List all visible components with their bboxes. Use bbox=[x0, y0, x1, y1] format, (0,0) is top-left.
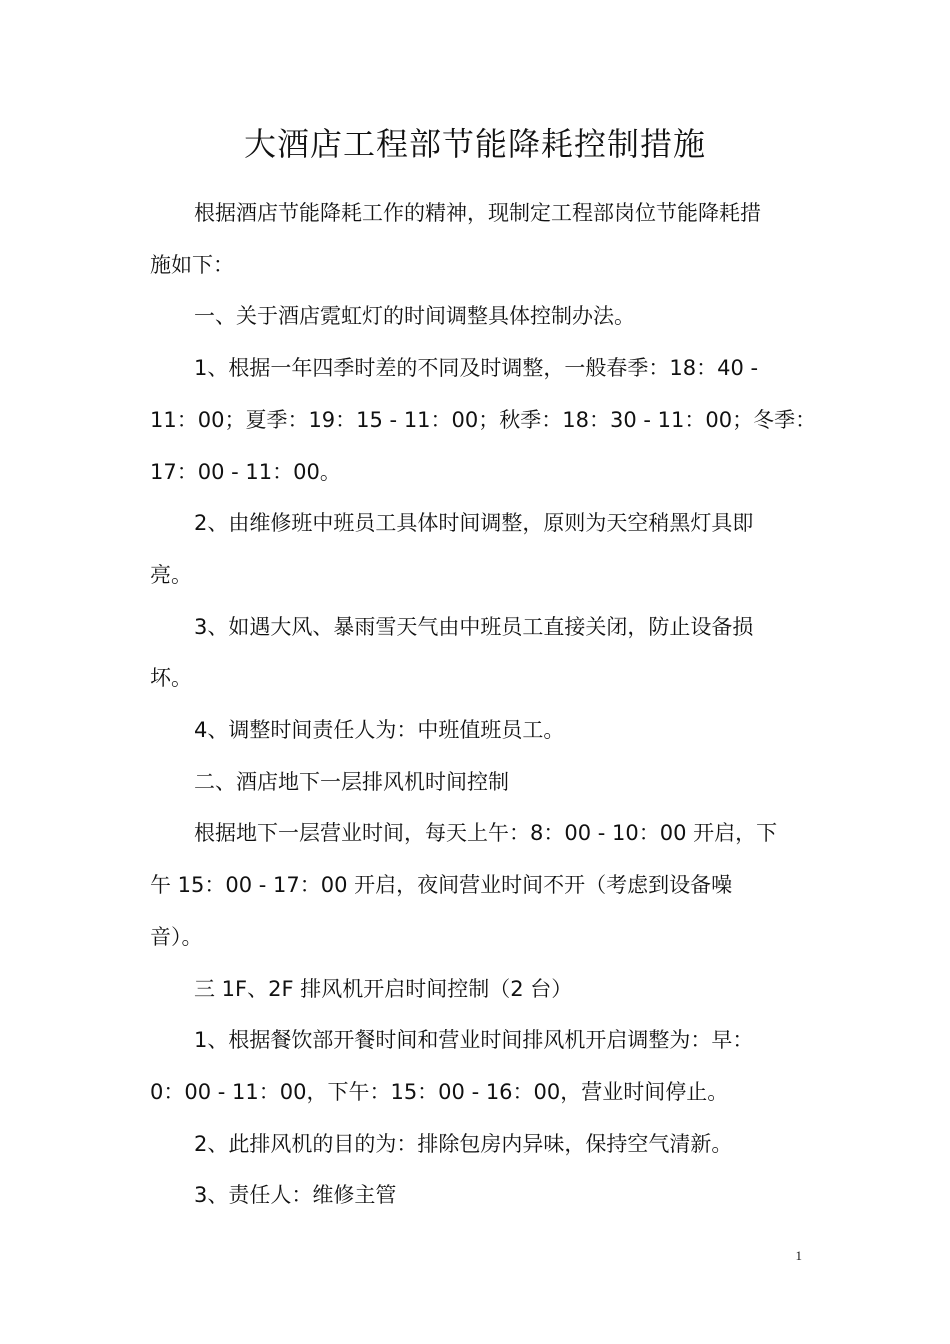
paragraph-intro bbox=[150, 188, 798, 291]
document-title: 大酒店工程部节能降耗控制措施 bbox=[243, 125, 706, 163]
document-body bbox=[150, 188, 817, 1222]
text-line: 2、由维修班中班员工具体时间调整，原则为天空稍黑灯具即 bbox=[194, 511, 754, 536]
text-line: 坏。 bbox=[150, 666, 192, 691]
list-item bbox=[150, 705, 798, 757]
list-item bbox=[150, 343, 817, 498]
list-item bbox=[150, 1170, 798, 1222]
text-line: 一、关于酒店霓虹灯的时间调整具体控制办法。 bbox=[194, 304, 635, 329]
text-line: 音）。 bbox=[150, 924, 203, 949]
list-item bbox=[150, 1015, 798, 1118]
text-line: 根据地下一层营业时间，每天上午：8：00 - 10：00 开启，下 bbox=[194, 821, 778, 846]
text-line: 11：00；夏季：19：15 - 11：00；秋季：18：30 - 11：00；冬季： bbox=[150, 407, 817, 432]
text-line: 0：00 - 11：00，下午：15：00 - 16：00，营业时间停止。 bbox=[150, 1079, 729, 1104]
section-heading-1 bbox=[150, 291, 798, 343]
text-line: 施如下： bbox=[150, 252, 234, 277]
text-line: 1、根据餐饮部开餐时间和营业时间排风机开启调整为：早： bbox=[194, 1028, 754, 1053]
text-line: 17：00 - 11：00。 bbox=[150, 459, 341, 484]
text-line: 3、责任人：维修主管 bbox=[194, 1183, 397, 1208]
text-line: 午 15：00 - 17：00 开启，夜间营业时间不开（考虑到设备噪 bbox=[150, 873, 733, 898]
list-item bbox=[150, 498, 798, 601]
text-line: 4、调整时间责任人为：中班值班员工。 bbox=[194, 718, 565, 743]
text-line: 三 1F、2F 排风机开启时间控制（2 台） bbox=[194, 976, 573, 1001]
text-line: 亮。 bbox=[150, 562, 192, 587]
text-line: 3、如遇大风、暴雨雪天气由中班员工直接关闭，防止设备损 bbox=[194, 614, 754, 639]
paragraph bbox=[150, 808, 798, 963]
text-line: 2、此排风机的目的为：排除包房内异味，保持空气清新。 bbox=[194, 1131, 733, 1156]
text-line: 根据酒店节能降耗工作的精神，现制定工程部岗位节能降耗措 bbox=[194, 201, 761, 225]
list-item bbox=[150, 602, 798, 705]
text-line: 二、酒店地下一层排风机时间控制 bbox=[194, 769, 509, 794]
list-item bbox=[150, 1119, 798, 1171]
text-line: 1、根据一年四季时差的不同及时调整，一般春季：18：40 - bbox=[194, 356, 759, 381]
page-number: 1 bbox=[795, 1248, 802, 1263]
section-heading-3 bbox=[150, 964, 798, 1016]
section-heading-2 bbox=[150, 757, 798, 809]
